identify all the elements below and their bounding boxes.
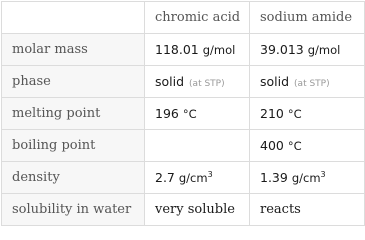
unit: °C [182,107,197,121]
table-row-molar-mass [2,34,365,66]
value: 210 [260,106,284,121]
unit-exponent: 3 [320,170,326,179]
chromic-acid-phase [145,66,250,98]
comparison-table [1,1,365,226]
sodium-amide-molar-mass [250,34,365,66]
row-label-boiling-point: boiling point [2,130,145,162]
chromic-acid-density [145,162,250,194]
stp-note: (at STP) [294,79,330,89]
corner-cell [2,2,145,34]
column-header-chromic-acid: chromic acid [145,2,250,34]
sodium-amide-density [250,162,365,194]
sodium-amide-phase [250,66,365,98]
unit-exponent: 3 [207,170,213,179]
row-label-melting-point: melting point [2,98,145,130]
sodium-amide-boiling-point [250,130,365,162]
unit: g/mol [307,43,341,57]
sodium-amide-melting-point [250,98,365,130]
value: solid [260,74,290,89]
stp-note: (at STP) [189,79,225,89]
table-row-melting-point [2,98,365,130]
chromic-acid-molar-mass [145,34,250,66]
row-label-molar-mass: molar mass [2,34,145,66]
value: solid [155,74,185,89]
header-row [2,2,365,34]
table-row-solubility [2,194,365,226]
chromic-acid-boiling-point [145,130,250,162]
unit: g/cm [291,171,321,185]
row-label-solubility: solubility in water [2,194,145,226]
value: 2.7 [155,170,175,185]
unit: °C [287,107,302,121]
value: 1.39 [260,170,288,185]
chromic-acid-solubility: very soluble [145,194,250,226]
table-row-density [2,162,365,194]
sodium-amide-solubility: reacts [250,194,365,226]
row-label-density: density [2,162,145,194]
value: 400 [260,138,284,153]
value: 196 [155,106,179,121]
row-label-phase: phase [2,66,145,98]
unit: °C [287,139,302,153]
chromic-acid-melting-point [145,98,250,130]
unit: g/cm [178,171,208,185]
table-row-phase [2,66,365,98]
value: 39.013 [260,42,304,57]
unit: g/mol [202,43,236,57]
table-row-boiling-point [2,130,365,162]
value: 118.01 [155,42,199,57]
column-header-sodium-amide: sodium amide [250,2,365,34]
